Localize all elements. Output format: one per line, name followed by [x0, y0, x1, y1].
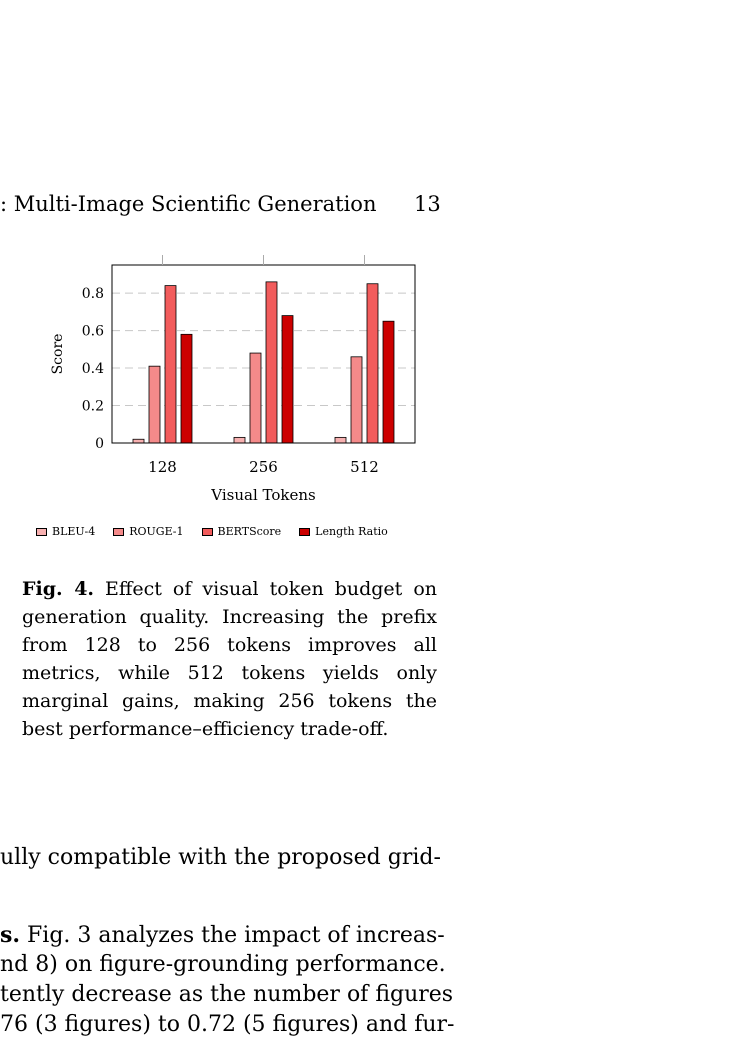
bar: [149, 366, 160, 443]
y-tick-label: 0: [95, 436, 104, 452]
bar: [250, 353, 261, 443]
legend-swatch: [202, 528, 213, 536]
body-line: ully compatible with the proposed grid-: [0, 845, 441, 870]
x-tick-label: 512: [350, 458, 379, 476]
x-axis-label: Visual Tokens: [211, 486, 316, 504]
bar: [181, 334, 192, 443]
bar: [234, 437, 245, 443]
legend-swatch: [113, 528, 124, 536]
bar: [383, 321, 394, 443]
legend-label: BLEU-4: [52, 525, 96, 538]
figure-caption: [22, 575, 437, 743]
y-tick-label: 0.8: [81, 286, 104, 303]
body-line: tently decrease as the number of figures: [0, 982, 454, 1007]
x-tick-label: 128: [148, 458, 177, 476]
y-tick-label: 0.6: [81, 323, 104, 340]
bar: [266, 282, 277, 443]
legend-item-bertscore: [202, 525, 282, 538]
body-line-text: Fig. 3 analyzes the impact of increas-: [20, 923, 445, 948]
body-line: 76 (3 figures) to 0.72 (5 figures) and fur-: [0, 1012, 455, 1037]
bar: [165, 286, 176, 443]
chart-legend: [36, 525, 388, 538]
legend-swatch: [299, 528, 310, 536]
legend-label: ROUGE-1: [129, 525, 184, 538]
caption-label: Fig. 4.: [22, 578, 95, 600]
body-line: [0, 922, 445, 948]
bar: [133, 439, 144, 443]
bar: [367, 284, 378, 443]
legend-item-bleu4: [36, 525, 95, 538]
legend-item-length-ratio: [299, 525, 388, 538]
legend-label: BERTScore: [217, 525, 282, 538]
y-tick-label: 0.2: [81, 398, 104, 415]
x-tick-label: 256: [249, 458, 278, 476]
legend-item-rouge1: [113, 525, 183, 538]
paragraph-heading: s.: [0, 922, 21, 948]
bar: [282, 316, 293, 443]
body-line: nd 8) on figure-grounding performance.: [0, 952, 446, 977]
y-tick-label: 0.4: [81, 361, 104, 378]
y-axis-label: Score: [50, 333, 66, 375]
legend-label: Length Ratio: [315, 525, 388, 538]
page-number: 13: [414, 192, 441, 216]
bar: [351, 357, 362, 443]
running-title: : Multi-Image Scientific Generation: [0, 192, 377, 216]
bars: [133, 282, 394, 443]
legend-swatch: [36, 528, 47, 536]
bar-chart: [40, 248, 440, 513]
caption-text: Effect of visual token budget on generation quality. Increasing the prefix from 128 to 256 tokens improves all metrics, while 512 tokens yields only marginal gains, making 256 tokens the best performance–efficiency trade-off.: [22, 578, 437, 740]
bar: [335, 437, 346, 443]
